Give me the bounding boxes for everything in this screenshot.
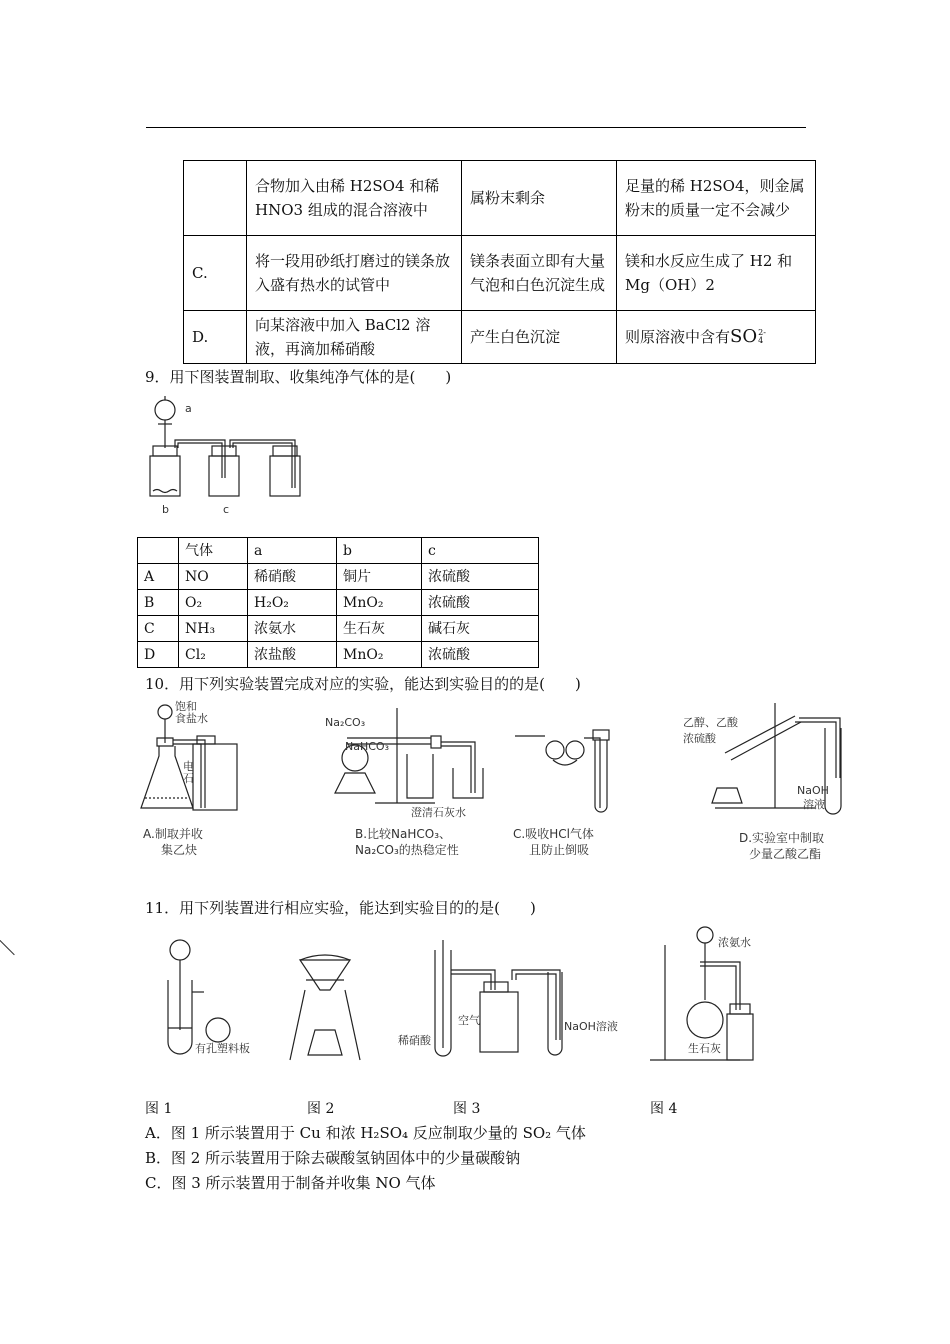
fig-3-label: 图 3 [453,1101,481,1117]
table-row: D Cl₂ 浓盐酸 MnO₂ 浓硫酸 [138,642,539,668]
label-naoh: NaOH [797,784,829,797]
caption-a-line1: A.制取并收 [143,827,203,841]
header-rule [146,127,806,128]
table-header-row: 气体 a b c [138,538,539,564]
sulfate-formula: SO 2- 4 [730,326,766,347]
q11-apparatus-figure [140,920,800,1075]
table-row: 合物加入由稀 H2SO4 和稀 HNO3 组成的混合溶液中 属粉末剩余 足量的稀 H2SO4，则金属粉末的质量一定不会减少 [184,161,816,236]
label-a: a [185,402,192,415]
table-row: D. 向某溶液中加入 BaCl2 溶液，再滴加稀硝酸 产生白色沉淀 则原溶液中含有SO 2- 4 [184,311,816,364]
label-acids: 乙醇、乙酸 [683,716,738,729]
label-brine-2: 食盐水 [175,712,208,725]
label-air: 空气 [458,1014,480,1027]
option-a: A．图 1 所示装置用于 Cu 和浓 H₂SO₄ 反应制取少量的 SO₂ 气体 [145,1124,586,1142]
label-na2co3: Na₂CO₃ [325,716,366,729]
caption-c-line1: C.吸收HCl气体 [513,827,594,841]
table-row: C NH₃ 浓氨水 生石灰 碱石灰 [138,616,539,642]
label-h2so4: 浓硫酸 [683,732,716,745]
caption-b-line1: B.比较NaHCO₃、 [355,827,452,841]
caption-a-line2: 集乙炔 [161,843,198,857]
caption-d-line1: D.实验室中制取 [739,831,825,845]
caption-c-line2: 且防止倒吸 [529,843,590,857]
label-nahco3: NaHCO₃ [345,740,389,753]
label-brine: 饱和 [175,700,197,713]
label-c: c [223,503,230,516]
table-row: B O₂ H₂O₂ MnO₂ 浓硫酸 [138,590,539,616]
caption-d-line2: 少量乙酸乙酯 [749,847,822,861]
option-c: C．图 3 所示装置用于制备并收集 NO 气体 [145,1174,436,1192]
caption-b-line2: Na₂CO₃的热稳定性 [355,843,459,857]
label-naoh: NaOH溶液 [564,1020,618,1033]
label-lime: 生石灰 [688,1042,721,1055]
label-stone: 电 [183,760,194,773]
label-limewater: 澄清石灰水 [411,806,466,819]
label-b: b [162,503,169,516]
question-10-stem: 10．用下列实验装置完成对应的实验，能达到实验目的的是( ) [145,675,581,693]
label-stone-2: 石 [183,772,194,785]
label-ammonia: 浓氨水 [718,936,751,949]
q9-apparatus-figure [140,388,320,518]
q10-apparatus-figure [135,698,875,866]
label-naoh-2: 溶液 [803,798,825,811]
experiment-table [183,160,816,364]
label-hno3: 稀硝酸 [398,1034,431,1047]
fig-4-label: 图 4 [650,1101,678,1117]
fig-2-label: 图 2 [307,1101,335,1117]
margin-mark [0,936,15,955]
label-plate: 有孔塑料板 [195,1042,250,1055]
option-b: B．图 2 所示装置用于除去碳酸氢钠固体中的少量碳酸钠 [145,1149,521,1167]
table-row: C. 将一段用砂纸打磨过的镁条放入盛有热水的试管中 镁条表面立即有大量气泡和白色沉淀生成 镁和水反应生成了 H2 和 Mg（OH）2 [184,236,816,311]
fig-1-label: 图 1 [145,1101,173,1117]
gas-reagent-table [137,537,539,668]
table-row: A NO 稀硝酸 铜片 浓硫酸 [138,564,539,590]
question-9-stem: 9．用下图装置制取、收集纯净气体的是( ) [145,368,452,386]
question-11-stem: 11．用下列装置进行相应实验，能达到实验目的的是( ) [145,899,536,917]
